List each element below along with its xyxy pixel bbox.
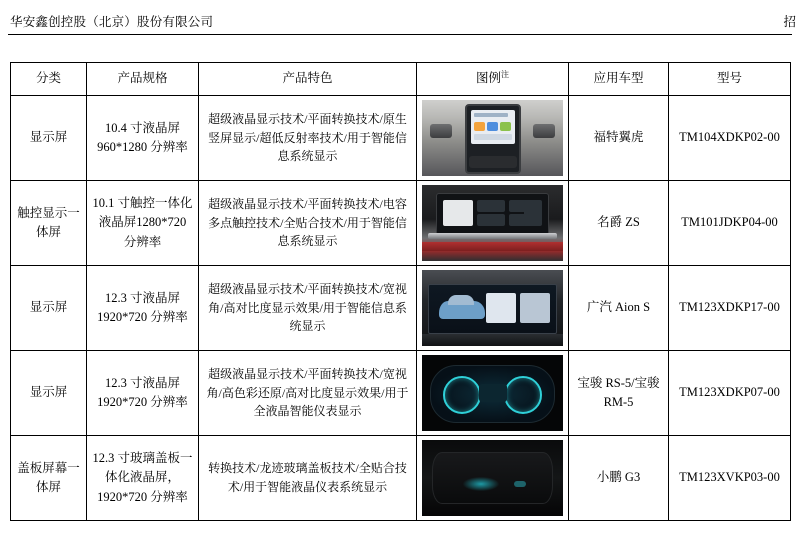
ford-kuga-portrait-console-photo (422, 100, 563, 176)
page-header (0, 12, 800, 42)
cell-category: 显示屏 (11, 266, 87, 351)
table-row (11, 351, 791, 436)
dashboard-base (422, 334, 563, 346)
cell-spec: 12.3 寸液晶屏1920*720 分辨率 (87, 266, 199, 351)
instrument-cluster (430, 365, 555, 423)
center-console (465, 104, 521, 174)
cell-part-number: TM123XDKP17-00 (669, 266, 791, 351)
product-spec-table-wrapper (10, 62, 790, 521)
red-accent-trim (422, 242, 563, 251)
column-header-model: 型号 (669, 63, 791, 96)
display-panel-a (486, 293, 516, 323)
cell-image (417, 96, 569, 181)
company-name: 华安鑫创控股（北京）股份有限公司 (10, 15, 214, 29)
column-header-category: 分类 (11, 63, 87, 96)
cell-feature: 超级液晶显示技术/平面转换技术/宽视角/高对比度显示效果/用于智能信息系统显示 (199, 266, 417, 351)
car-graphic (439, 301, 485, 319)
cell-spec: 12.3 寸液晶屏1920*720 分辨率 (87, 351, 199, 436)
screen-top-bar (474, 113, 508, 117)
cell-part-number: TM123XDKP07-00 (669, 351, 791, 436)
screen-tile-main (443, 200, 473, 226)
wide-display-panel (428, 284, 557, 334)
gac-aion-s-widescreen-display-photo (422, 270, 563, 346)
cell-category: 盖板屏幕一体屏 (11, 436, 87, 521)
cell-spec: 12.3 寸玻璃盖板一体化液晶屏，1920*720 分辨率 (87, 436, 199, 521)
air-vent-left (430, 124, 452, 138)
screen-tile-2 (487, 122, 498, 131)
cell-feature: 转换技术/龙迹玻璃盖板技术/全贴合技术/用于智能液晶仪表系统显示 (199, 436, 417, 521)
cluster-center-panel (479, 384, 507, 402)
screen-bottom-bar (474, 134, 512, 140)
cell-car-model: 福特翼虎 (569, 96, 669, 181)
baojun-instrument-cluster-photo (422, 355, 563, 431)
console-knobs (469, 156, 517, 168)
mg-zs-landscape-touchscreen-photo (422, 185, 563, 261)
glass-cover-panel (432, 452, 553, 504)
cell-car-model: 宝骏 RS-5/宝骏 RM-5 (569, 351, 669, 436)
screen-tile-b (477, 214, 505, 226)
table-body (11, 96, 791, 521)
cell-feature: 超级液晶显示技术/平面转换技术/电容多点触控技术/全贴合技术/用于智能信息系统显示 (199, 181, 417, 266)
screen-tile-a (477, 200, 505, 212)
column-header-spec: 产品规格 (87, 63, 199, 96)
table-row (11, 181, 791, 266)
table-header-row (11, 63, 791, 96)
table-row (11, 96, 791, 181)
xpeng-g3-glass-cover-cluster-photo (422, 440, 563, 516)
cell-part-number: TM101JDKP04-00 (669, 181, 791, 266)
cell-car-model: 小鹏 G3 (569, 436, 669, 521)
cell-car-model: 广汽 Aion S (569, 266, 669, 351)
screen-tile-3 (500, 122, 511, 131)
chrome-trim (428, 233, 557, 239)
header-right-label: 招 (783, 15, 796, 29)
portrait-screen (471, 110, 515, 144)
header-divider (8, 34, 792, 35)
screen-tile-1 (474, 122, 485, 131)
cell-category: 显示屏 (11, 351, 87, 436)
display-panel-b (520, 293, 550, 323)
cell-image (417, 266, 569, 351)
column-header-image (417, 63, 569, 96)
table-row (11, 266, 791, 351)
column-header-car: 应用车型 (569, 63, 669, 96)
air-vent-right (533, 124, 555, 138)
column-header-image-footnote-mark: 注 (501, 70, 509, 80)
cell-category: 触控显示一体屏 (11, 181, 87, 266)
cell-image (417, 436, 569, 521)
speed-dial-right (504, 376, 542, 414)
cluster-indicator (514, 481, 526, 487)
table-row (11, 436, 791, 521)
cluster-glow (463, 477, 499, 491)
cell-image (417, 351, 569, 436)
product-spec-table (10, 62, 791, 521)
cell-spec: 10.4 寸液晶屏960*1280 分辨率 (87, 96, 199, 181)
screen-tile-side (524, 200, 542, 226)
landscape-screen (436, 193, 549, 235)
cell-feature: 超级液晶显示技术/平面转换技术/宽视角/高色彩还原/高对比度显示效果/用于全液晶智能仪表显示 (199, 351, 417, 436)
cell-image (417, 181, 569, 266)
cell-part-number: TM104XDKP02-00 (669, 96, 791, 181)
speed-dial-left (443, 376, 481, 414)
cell-part-number: TM123XVKP03-00 (669, 436, 791, 521)
table-header (11, 63, 791, 96)
column-header-feature: 产品特色 (199, 63, 417, 96)
cell-spec: 10.1 寸触控一体化液晶屏1280*720 分辨率 (87, 181, 199, 266)
cell-category: 显示屏 (11, 96, 87, 181)
cell-feature: 超级液晶显示技术/平面转换技术/原生竖屏显示/超低反射率技术/用于智能信息系统显示 (199, 96, 417, 181)
column-header-image-label: 图例 (475, 71, 501, 86)
cell-car-model: 名爵 ZS (569, 181, 669, 266)
